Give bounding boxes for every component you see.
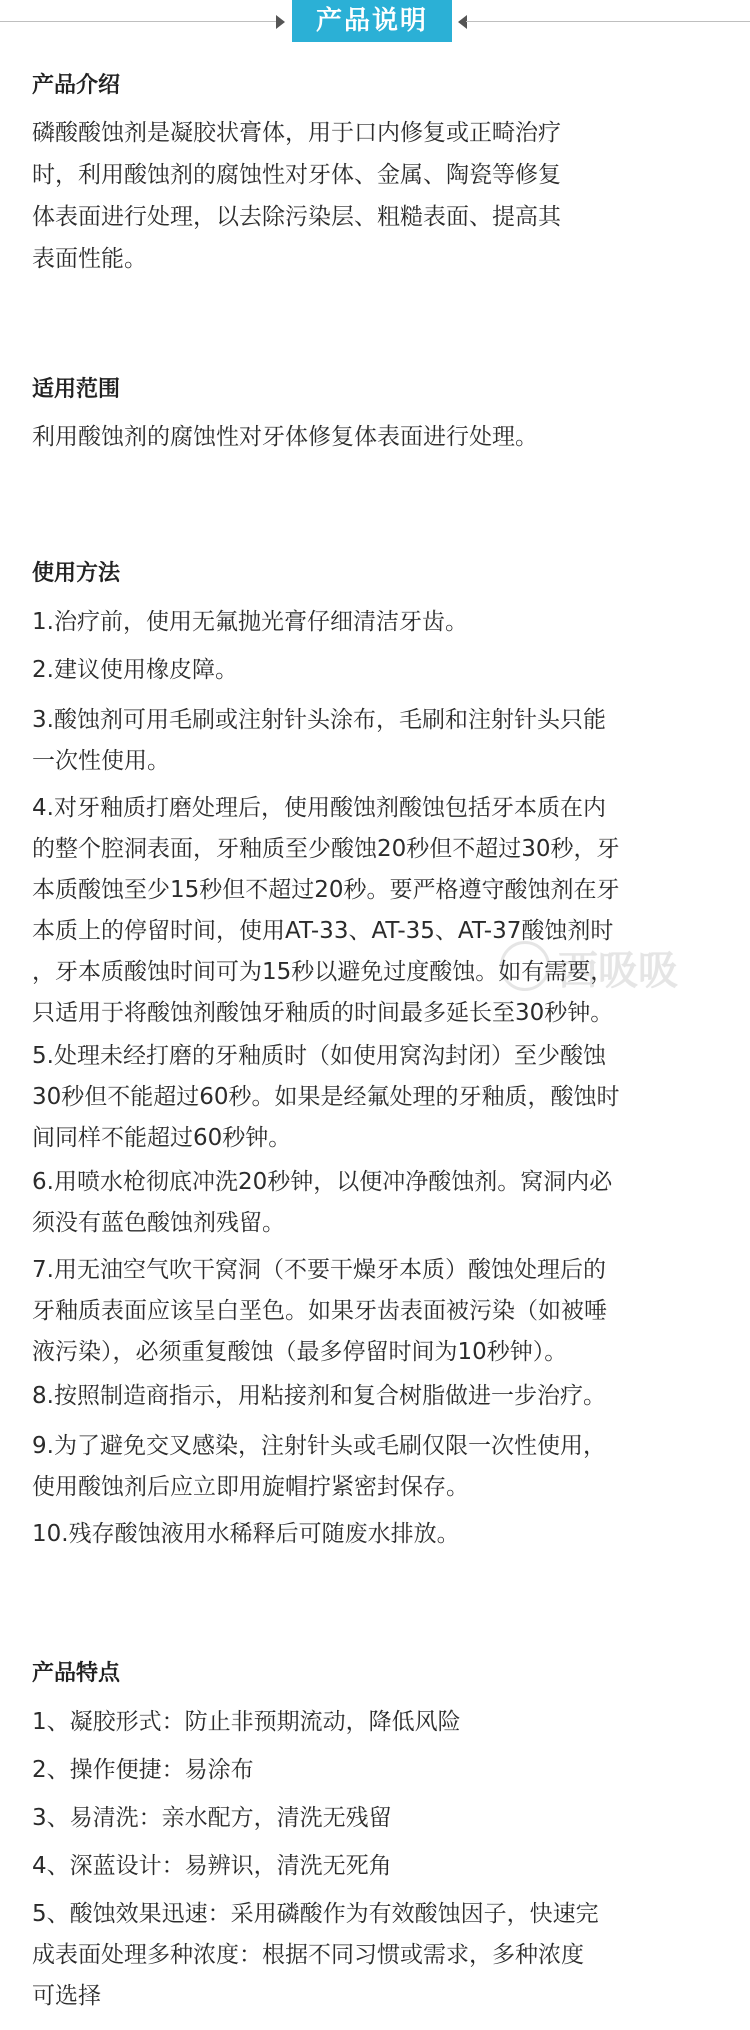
usage-line: 3.酸蚀剂可用毛刷或注射针头涂布，毛刷和注射针头只能 xyxy=(32,707,606,733)
feature-line: 1、凝胶形式：防止非预期流动，降低风险 xyxy=(32,1709,461,1735)
arrow-left-icon xyxy=(276,15,285,29)
usage-item xyxy=(32,1162,732,1244)
usage-line: 2.建议使用橡皮障。 xyxy=(32,657,238,683)
usage-item xyxy=(32,1036,732,1159)
intro-line: 时，利用酸蚀剂的腐蚀性对牙体、金属、陶瓷等修复 xyxy=(32,162,561,188)
usage-line: 6.用喷水枪彻底冲洗20秒钟，以便冲净酸蚀剂。窝洞内必 xyxy=(32,1169,613,1195)
heading-usage: 使用方法 xyxy=(32,561,121,586)
usage-line: 须没有蓝色酸蚀剂残留。 xyxy=(32,1210,285,1236)
usage-line: 一次性使用。 xyxy=(32,748,170,774)
usage-line: 5.处理未经打磨的牙釉质时（如使用窝沟封闭）至少酸蚀 xyxy=(32,1043,606,1069)
heading-intro: 产品介绍 xyxy=(32,73,121,98)
banner-title: 产品说明 xyxy=(292,0,452,42)
feature-line: 4、深蓝设计：易辨识，清洗无死角 xyxy=(32,1853,392,1879)
intro-line: 磷酸酸蚀剂是凝胶状膏体，用于口内修复或正畸治疗 xyxy=(32,120,561,146)
usage-line: 7.用无油空气吹干窝洞（不要干燥牙本质）酸蚀处理后的 xyxy=(32,1257,606,1283)
heading-features: 产品特点 xyxy=(32,1661,121,1686)
usage-line: 本质酸蚀至少15秒但不超过20秒。要严格遵守酸蚀剂在牙 xyxy=(32,877,620,903)
section-banner xyxy=(0,0,750,44)
usage-line: 液污染），必须重复酸蚀（最多停留时间为10秒钟）。 xyxy=(32,1339,568,1365)
usage-line: 牙釉质表面应该呈白垩色。如果牙齿表面被污染（如被唾 xyxy=(32,1298,607,1324)
scope-line: 利用酸蚀剂的腐蚀性对牙体修复体表面进行处理。 xyxy=(32,424,538,450)
feature-line: 3、易清洗：亲水配方，清洗无残留 xyxy=(32,1805,392,1831)
usage-item xyxy=(32,788,732,1034)
watermark xyxy=(500,935,700,995)
usage-item xyxy=(32,650,732,691)
heading-scope: 适用范围 xyxy=(32,377,121,402)
feature-item xyxy=(32,1894,732,2017)
feature-item xyxy=(32,1702,732,1743)
intro-paragraph xyxy=(32,112,722,280)
watermark-text: 西吸吸 xyxy=(558,948,678,994)
usage-item xyxy=(32,1376,732,1417)
feature-line: 成表面处理多种浓度：根据不同习惯或需求，多种浓度 xyxy=(32,1942,584,1968)
feature-line: 5、酸蚀效果迅速：采用磷酸作为有效酸蚀因子，快速完 xyxy=(32,1901,599,1927)
usage-line: 使用酸蚀剂后应立即用旋帽拧紧密封保存。 xyxy=(32,1474,469,1500)
usage-line: 间同样不能超过60秒钟。 xyxy=(32,1125,292,1151)
usage-line: 1.治疗前，使用无氟抛光膏仔细清洁牙齿。 xyxy=(32,609,468,635)
divider-right xyxy=(466,21,750,22)
intro-line: 体表面进行处理，以去除污染层、粗糙表面、提高其 xyxy=(32,204,561,230)
usage-line: 4.对牙釉质打磨处理后，使用酸蚀剂酸蚀包括牙本质在内 xyxy=(32,795,606,821)
usage-line: 8.按照制造商指示，用粘接剂和复合树脂做进一步治疗。 xyxy=(32,1383,606,1409)
usage-line: 本质上的停留时间，使用AT-33、AT-35、AT-37酸蚀剂时 xyxy=(32,918,614,944)
usage-item xyxy=(32,602,732,643)
divider-left xyxy=(0,21,277,22)
usage-item xyxy=(32,1426,732,1508)
feature-item xyxy=(32,1846,732,1887)
usage-item xyxy=(32,1514,732,1555)
scope-paragraph xyxy=(32,416,722,458)
arrow-right-icon xyxy=(458,15,467,29)
usage-item xyxy=(32,700,732,782)
usage-line: 10.残存酸蚀液用水稀释后可随废水排放。 xyxy=(32,1521,460,1547)
usage-line: ，牙本质酸蚀时间可为15秒以避免过度酸蚀。如有需要， xyxy=(32,959,614,985)
feature-line: 可选择 xyxy=(32,1983,101,2009)
usage-line: 的整个腔洞表面，牙釉质至少酸蚀20秒但不超过30秒，牙 xyxy=(32,836,620,862)
feature-line: 2、操作便捷：易涂布 xyxy=(32,1757,254,1783)
intro-line: 表面性能。 xyxy=(32,246,147,272)
usage-item xyxy=(32,1250,732,1373)
usage-line: 只适用于将酸蚀剂酸蚀牙釉质的时间最多延长至30秒钟。 xyxy=(32,1000,614,1026)
usage-line: 9.为了避免交叉感染，注射针头或毛刷仅限一次性使用， xyxy=(32,1433,606,1459)
feature-item xyxy=(32,1798,732,1839)
feature-item xyxy=(32,1750,732,1791)
watermark-logo-icon xyxy=(500,941,550,991)
usage-line: 30秒但不能超过60秒。如果是经氟处理的牙釉质，酸蚀时 xyxy=(32,1084,620,1110)
